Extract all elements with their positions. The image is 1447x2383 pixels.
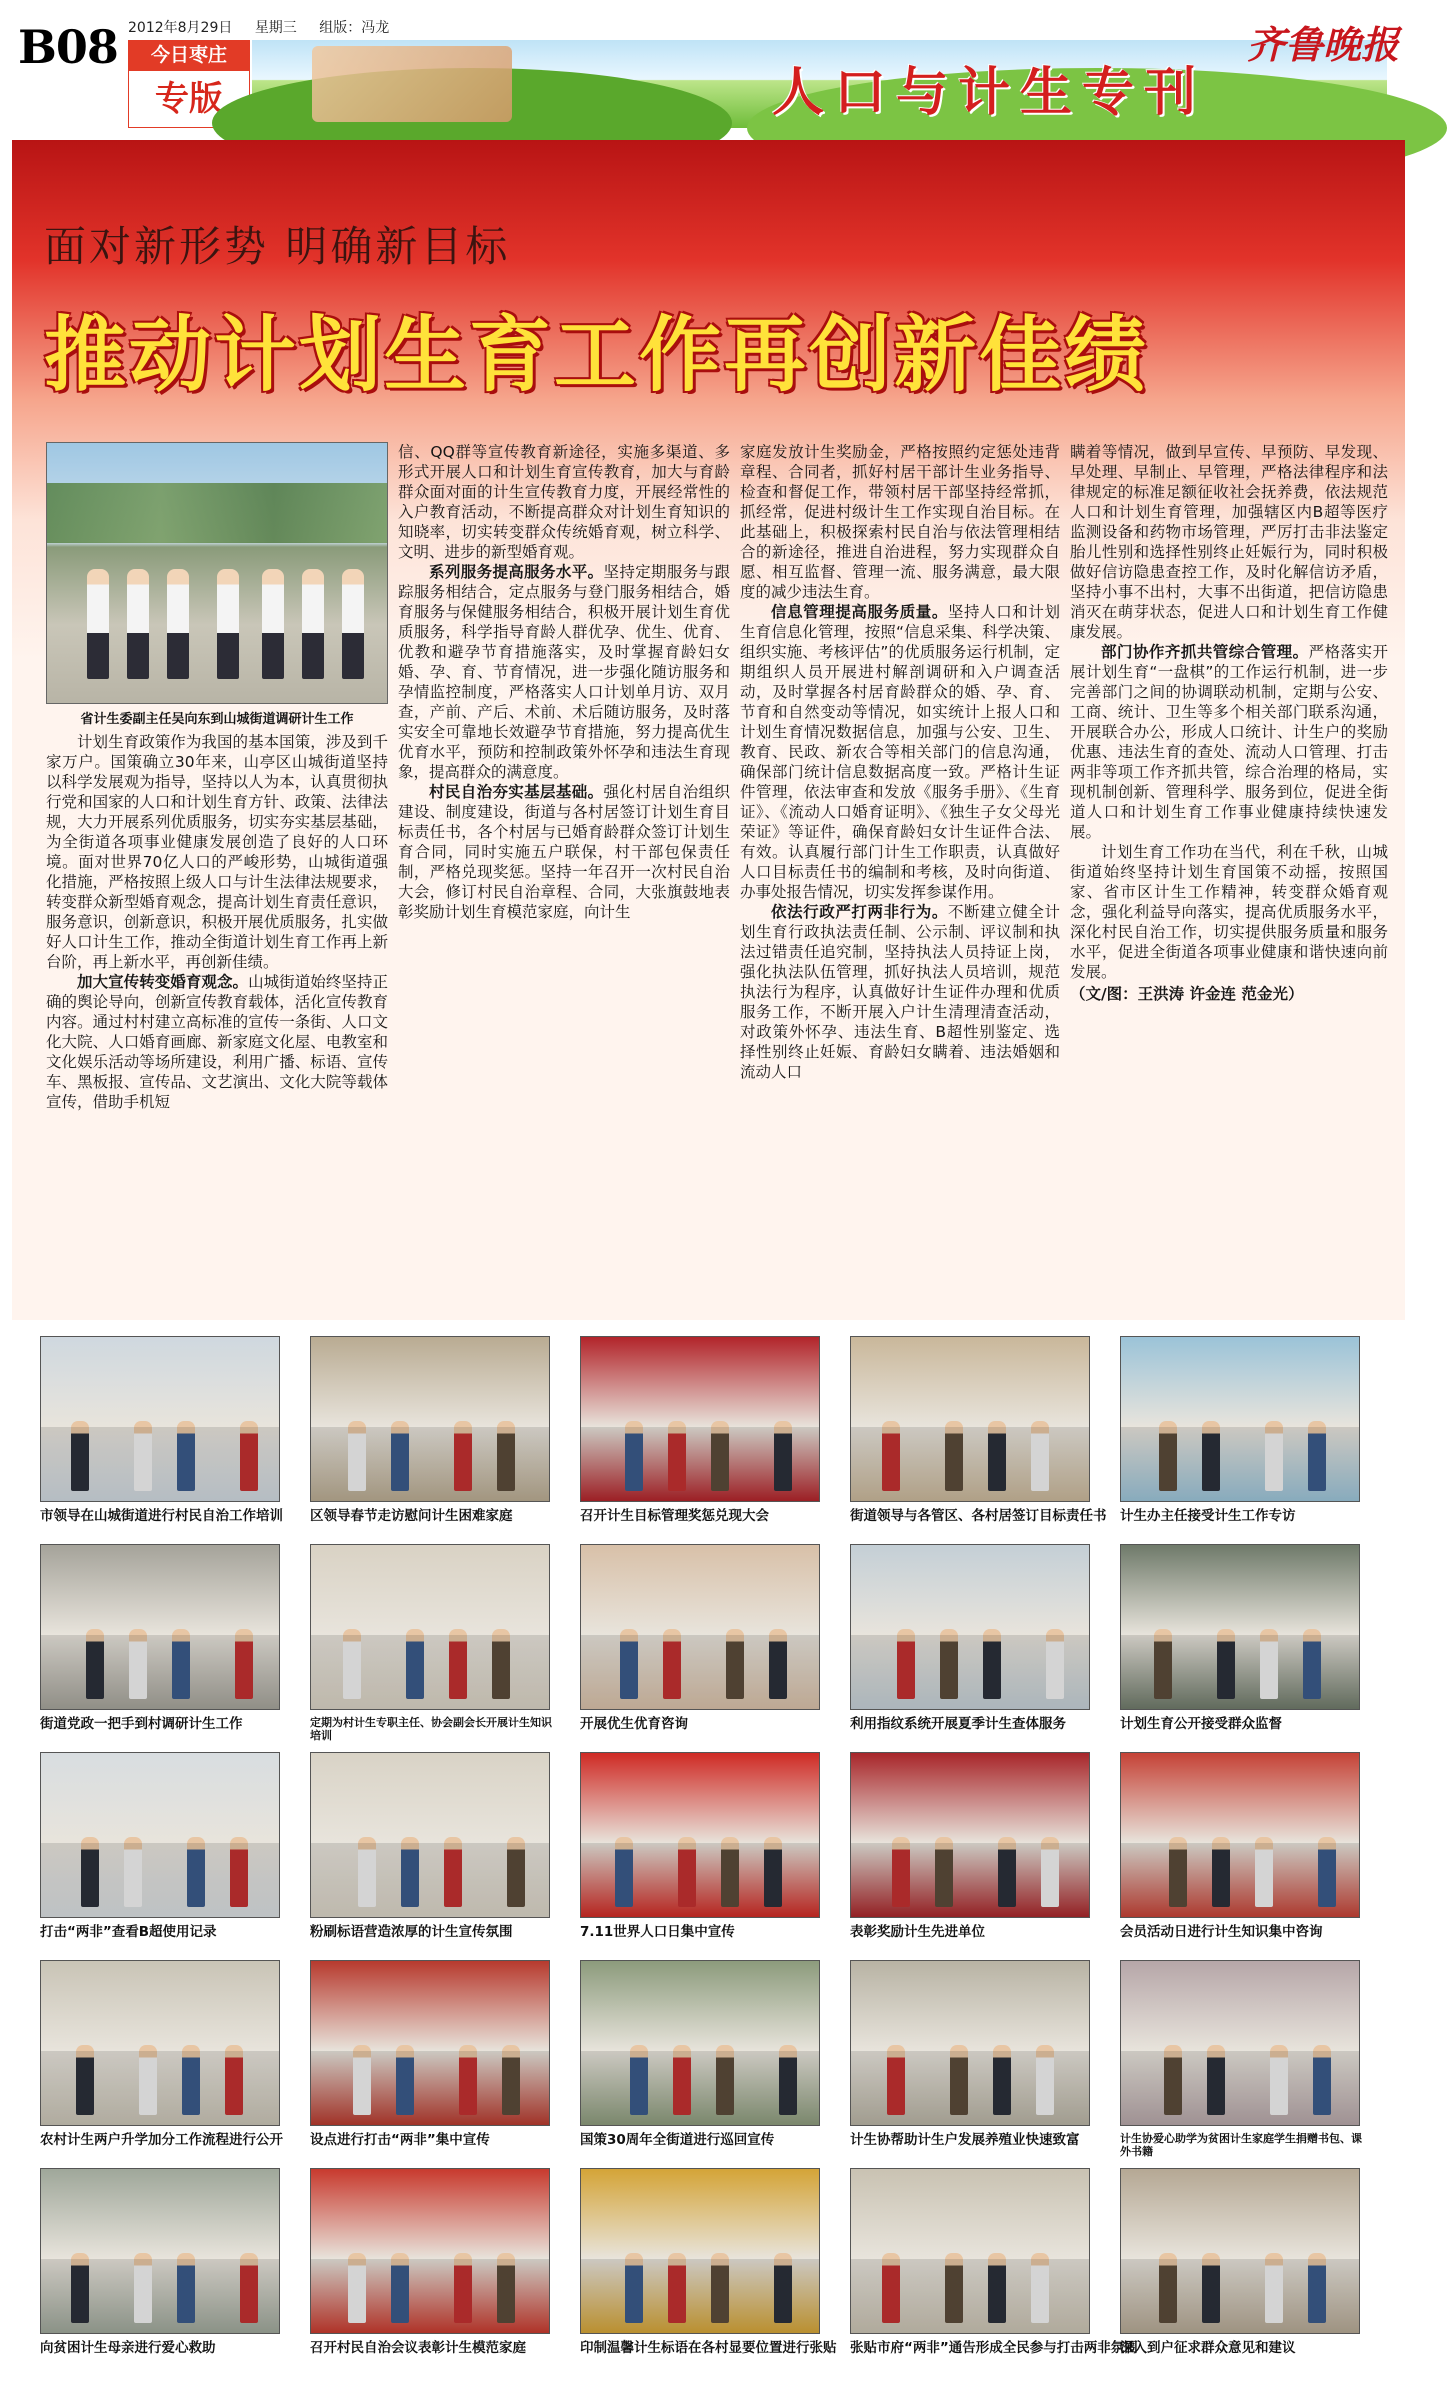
photo-person	[1217, 1629, 1235, 1699]
photo-person	[502, 2045, 520, 2115]
paragraph-lead: 系列服务提高服务水平。	[429, 563, 604, 581]
photo-caption: 深入到户征求群众意见和建议	[1120, 2340, 1296, 2356]
photo-image	[580, 1752, 820, 1918]
gallery-photo	[40, 1544, 290, 1732]
photo-person	[139, 2045, 157, 2115]
photo-person	[177, 2253, 195, 2323]
photo-person	[129, 1629, 147, 1699]
photo-person	[988, 2253, 1006, 2323]
photo-caption: 计生协帮助计生户发展养殖业快速致富	[850, 2132, 1080, 2148]
photo-person	[401, 1837, 419, 1907]
photo-person	[1202, 2253, 1220, 2323]
gallery-photo	[580, 1544, 830, 1732]
photo-person	[678, 1837, 696, 1907]
photo-person	[230, 1837, 248, 1907]
photo-person	[124, 1837, 142, 1907]
photo-person	[897, 1629, 915, 1699]
photo-person	[235, 1629, 253, 1699]
photo-person	[950, 2045, 968, 2115]
photo-image	[850, 1752, 1090, 1918]
lead-photo	[46, 442, 388, 704]
photo-person	[1169, 1837, 1187, 1907]
page-number: B08	[18, 20, 118, 74]
photo-person	[240, 1421, 258, 1491]
photo-person	[391, 2253, 409, 2323]
article-byline: （文/图：王洪涛 许金连 范金光）	[1070, 985, 1304, 1003]
section-name: 今日枣庄	[128, 40, 250, 70]
article-paragraph: 系列服务提高服务水平。坚持定期服务与跟踪服务相结合，定点服务与登门服务相结合，婚育服务与保健服务相结合，积极开展计划生育优质服务，科学指导育龄人群优孕、优生、优育、优教和避孕节育措施落实，及时掌握育龄妇女婚、孕、育、节育情况，进一步强化随访服务和孕情监控制度，严格落实人口计划单月访、双月查，产前、产后、术前、术后随访服务，及时落实安全可靠地长效避孕节育措施，努力提高优生优育水平，预防和控制政策外怀孕和违法生育现象，提高群众的满意度。	[398, 563, 730, 781]
photo-person	[945, 1421, 963, 1491]
article-paragraph: 计划生育工作功在当代，利在千秋，山城街道始终坚持计划生育国策不动摇，按照国家、省市区计生工作精神，转变群众婚育观念，强化利益导向落实，提高优质服务水平，深化村民自治工作，切实提供服务质量和服务水平，促进全街道各项事业健康和谐快速向前发展。 （文/图：王洪涛 许金连 范金光）	[1070, 843, 1388, 1003]
photo-person	[454, 2253, 472, 2323]
issue-weekday: 星期三	[254, 20, 297, 36]
gallery-photo	[40, 1752, 290, 1940]
photo-person	[497, 1421, 515, 1491]
gallery-photo	[580, 2168, 837, 2356]
gallery-photo	[850, 2168, 1138, 2356]
photo-person	[998, 1837, 1016, 1907]
article-column-3	[740, 442, 1060, 1292]
photo-person	[343, 1629, 361, 1699]
photo-image	[310, 1544, 550, 1710]
photo-person	[182, 2045, 200, 2115]
gallery-photo	[1120, 1544, 1370, 1732]
photo-caption: 会员活动日进行计生知识集中咨询	[1120, 1924, 1323, 1940]
gallery-photo	[1120, 1336, 1370, 1524]
photo-person	[172, 1629, 190, 1699]
gallery-photo	[310, 1336, 560, 1524]
photo-image	[310, 1336, 550, 1502]
photo-image	[580, 1336, 820, 1502]
photo-person	[87, 569, 109, 679]
gallery-photo	[580, 1336, 830, 1524]
photo-person	[86, 1629, 104, 1699]
photo-person	[391, 1421, 409, 1491]
paragraph-lead: 部门协作齐抓共管综合管理。	[1101, 643, 1309, 661]
photo-image	[40, 1960, 280, 2126]
photo-person	[711, 2253, 729, 2323]
photo-person	[993, 2045, 1011, 2115]
photo-caption: 打击“两非”查看B超使用记录	[40, 1924, 217, 1940]
photo-image	[850, 1544, 1090, 1710]
gallery-photo	[850, 1544, 1100, 1732]
photo-person	[769, 1629, 787, 1699]
gallery-photo	[1120, 2168, 1370, 2356]
photo-caption: 街道领导与各管区、各村居签订目标责任书	[850, 1508, 1107, 1524]
photo-person	[1031, 1421, 1049, 1491]
gallery-photo	[310, 1752, 560, 1940]
photo-person	[774, 1421, 792, 1491]
photo-person	[353, 2045, 371, 2115]
photo-caption: 区领导春节走访慰问计生困难家庭	[310, 1508, 513, 1524]
section-banner	[252, 40, 1387, 128]
photo-person	[262, 569, 284, 679]
photo-person	[945, 2253, 963, 2323]
photo-person	[348, 1421, 366, 1491]
photo-image	[1120, 1752, 1360, 1918]
photo-person	[940, 1629, 958, 1699]
photo-caption: 7.11世界人口日集中宣传	[580, 1924, 735, 1940]
banner-family-photo	[312, 46, 512, 122]
gallery-photo	[40, 2168, 290, 2356]
photo-person	[630, 2045, 648, 2115]
issue-editor: 组版：冯龙	[319, 20, 390, 36]
article-paragraph: 计划生育政策作为我国的基本国策，涉及到千家万户。国策确立30年来，山亭区山城街道坚持以科学发展观为指导，坚持以人为本，认真贯彻执行党和国家的人口和计划生育方针、政策、法律法规，大力开展系列优质服务，切实夯实基层基础，为全街道各项事业健康发展创造了良好的人口环境。面对世界70亿人口的严峻形势，山城街道强化措施，严格按照上级人口与计生法律法规要求，转变群众新型婚育观念，提高计划生育责任意识，服务意识，创新意识，积极开展优质服务，扎实做好人口计生工作，推动全街道计划生育工作再上新台阶，再上新水平，再创新佳绩。	[46, 733, 388, 971]
photo-person	[892, 1837, 910, 1907]
photo-person	[497, 2253, 515, 2323]
photo-person	[302, 569, 324, 679]
issue-date: 2012年8月29日	[128, 20, 233, 36]
photo-caption: 利用指纹系统开展夏季计生查体服务	[850, 1716, 1066, 1732]
photo-person	[454, 1421, 472, 1491]
photo-person	[673, 2045, 691, 2115]
photo-person	[71, 2253, 89, 2323]
gallery-photo	[580, 1960, 830, 2148]
photo-person	[1036, 2045, 1054, 2115]
photo-caption: 计生办主任接受计生工作专访	[1120, 1508, 1296, 1524]
article-column-2	[398, 442, 730, 1292]
newspaper-logo: 齐鲁晚报	[1246, 22, 1399, 67]
photo-person	[663, 1629, 681, 1699]
lead-photo-caption: 省计生委副主任吴向东到山城街道调研计生工作	[80, 712, 354, 727]
photo-person	[507, 1837, 525, 1907]
paragraph-lead: 依法行政严打两非行为。	[771, 903, 948, 921]
gallery-photo	[1120, 1752, 1370, 1940]
photo-person	[348, 2253, 366, 2323]
photo-person	[127, 569, 149, 679]
photo-person	[721, 1837, 739, 1907]
photo-person	[988, 1421, 1006, 1491]
gallery-photo	[850, 1752, 1100, 1940]
photo-person	[1154, 1629, 1172, 1699]
photo-person	[71, 1421, 89, 1491]
photo-person	[764, 1837, 782, 1907]
photo-person	[774, 2253, 792, 2323]
photo-caption: 街道党政一把手到村调研计生工作	[40, 1716, 243, 1732]
paragraph-lead: 村民自治夯实基层基础。	[429, 783, 604, 801]
gallery-photo	[40, 1336, 290, 1524]
photo-person	[177, 1421, 195, 1491]
paragraph-lead: 信息管理提高服务质量。	[771, 603, 948, 621]
photo-person	[406, 1629, 424, 1699]
photo-person	[1207, 2045, 1225, 2115]
article-column-1	[46, 732, 388, 1292]
gallery-photo	[1120, 1960, 1370, 2158]
gallery-photo	[310, 1960, 560, 2148]
photo-person	[779, 2045, 797, 2115]
photo-person	[716, 2045, 734, 2115]
photo-image	[580, 1960, 820, 2126]
gallery-photo	[850, 1336, 1107, 1524]
photo-image	[1120, 1336, 1360, 1502]
photo-person	[882, 1421, 900, 1491]
photo-person	[1308, 2253, 1326, 2323]
photo-person	[134, 1421, 152, 1491]
photo-person	[983, 1629, 1001, 1699]
photo-caption: 设点进行打击“两非”集中宣传	[310, 2132, 490, 2148]
photo-person	[492, 1629, 510, 1699]
photo-person	[1041, 1837, 1059, 1907]
photo-person	[167, 569, 189, 679]
photo-person	[1318, 1837, 1336, 1907]
article-paragraph-continued: 瞒着等情况，做到早宣传、早预防、早发现、早处理、早制止、早管理，严格法律程序和法律规定的标准足额征收社会抚养费，依法规范人口和计划生育管理，加强辖区内B超等医疗监测设备和药物市场管理，严厉打击非法鉴定胎儿性别和选择性别终止妊娠行为，同时积极做好信访隐患查控工作，及时化解信访矛盾，坚持小事不出村，大事不出街道，把信访隐患消灭在萌芽状态，促进人口和计划生育工作健康发展。	[1070, 443, 1388, 641]
photo-person	[358, 1837, 376, 1907]
photo-image	[580, 2168, 820, 2334]
photo-image	[40, 2168, 280, 2334]
photo-person	[342, 569, 364, 679]
gallery-photo	[580, 1752, 830, 1940]
photo-person	[615, 1837, 633, 1907]
photo-caption: 定期为村计生专职主任、协会副会长开展计生知识培训	[310, 1716, 552, 1742]
photo-person	[1255, 1837, 1273, 1907]
article-paragraph-continued: 信、QQ群等宣传教育新途径，实施多渠道、多形式开展人口和计划生育宣传教育，加大与育龄群众面对面的计生宣传教育力度，开展经常性的入户教育活动，不断提高群众对计划生育知识的知晓率，切实转变群众传统婚育观，树立科学、文明、进步的新型婚育观。	[398, 443, 730, 561]
photo-person	[240, 2253, 258, 2323]
masthead	[0, 0, 1417, 140]
photo-image	[850, 1960, 1090, 2126]
photo-person	[1202, 1421, 1220, 1491]
photo-image	[580, 1544, 820, 1710]
photo-caption: 开展优生优育咨询	[580, 1716, 688, 1732]
gallery-photo	[850, 1960, 1100, 2148]
photo-person	[668, 1421, 686, 1491]
paragraph-lead: 加大宣传转变婚育观念。	[77, 973, 249, 991]
photo-caption: 市领导在山城街道进行村民自治工作培训	[40, 1508, 283, 1524]
photo-person	[459, 2045, 477, 2115]
photo-caption: 召开村民自治会议表彰计生模范家庭	[310, 2340, 526, 2356]
photo-person	[726, 1629, 744, 1699]
photo-caption: 向贫困计生母亲进行爱心救助	[40, 2340, 216, 2356]
photo-trees	[47, 483, 387, 543]
photo-person	[1046, 1629, 1064, 1699]
photo-person	[1270, 2045, 1288, 2115]
photo-person	[620, 1629, 638, 1699]
gallery-photo	[310, 1544, 560, 1742]
photo-image	[310, 1752, 550, 1918]
photo-person	[396, 2045, 414, 2115]
section-type: 专版	[128, 70, 250, 128]
photo-image	[850, 2168, 1090, 2334]
photo-image	[1120, 1544, 1360, 1710]
photo-caption: 粉刷标语营造浓厚的计生宣传氛围	[310, 1924, 513, 1940]
article-paragraph: 信息管理提高服务质量。坚持人口和计划生育信息化管理，按照“信息采集、科学决策、组织实施、考核评估”的优质服务运行机制，定期组织人员开展进村解剖调研和入户调查活动，及时掌握各村居育龄群众的婚、孕、育、节育和自然变动等情况，如实统计上报人口和计划生育情况数据信息，加强与公安、卫生、教育、民政、新农合等相关部门的信息沟通，确保部门统计信息数据高度一致。严格计生证件管理，依法审查和发放《服务手册》、《生育证》、《流动人口婚育证明》、《独生子女父母光荣证》等证件，确保育龄妇女计生证件合法、有效。认真履行部门计生工作职责，认真做好人口目标责任书的编制和考核，及时向街道、办事处报告情况，切实发挥参谋作用。	[740, 603, 1060, 901]
article-subtitle: 面对新形势 明确新目标	[44, 222, 511, 271]
photo-person	[1260, 1629, 1278, 1699]
photo-image	[40, 1336, 280, 1502]
photo-person	[711, 1421, 729, 1491]
photo-caption: 计划生育公开接受群众监督	[1120, 1716, 1282, 1732]
article-paragraph: 加大宣传转变婚育观念。山城街道始终坚持正确的舆论导向，创新宣传教育载体，活化宣传教育内容。通过村村建立高标准的宣传一条街、人口文化大院、人口婚育画廊、新家庭文化屋、电教室和文化娱乐活动等场所建设，利用广播、标语、宣传车、黑板报、宣传品、文艺演出、文化大院等载体宣传，借助手机短	[46, 973, 388, 1111]
photo-person	[625, 2253, 643, 2323]
photo-image	[40, 1752, 280, 1918]
photo-image	[40, 1544, 280, 1710]
photo-image	[310, 2168, 550, 2334]
photo-caption: 召开计生目标管理奖惩兑现大会	[580, 1508, 769, 1524]
photo-person	[1303, 1629, 1321, 1699]
photo-person	[1031, 2253, 1049, 2323]
gallery-photo	[40, 1960, 290, 2148]
photo-caption: 农村计生两户升学加分工作流程进行公开	[40, 2132, 283, 2148]
photo-person	[81, 1837, 99, 1907]
photo-person	[217, 569, 239, 679]
article-paragraph: 依法行政严打两非行为。不断建立健全计划生育行政执法责任制、公示制、评议制和执法过错责任追究制，坚持执法人员持证上岗，强化执法队伍管理，抓好执法人员培训，规范执法行为程序，认真做好计生证件办理和优质服务工作，不断开展入户计生清理清查活动，对政策外怀孕、违法生育、B超性别鉴定、选择性别终止妊娠、育龄妇女瞒着、违法婚姻和流动人口	[740, 903, 1060, 1081]
photo-person	[1265, 2253, 1283, 2323]
photo-caption: 印制温馨计生标语在各村显要位置进行张贴	[580, 2340, 837, 2356]
photo-caption: 张贴市府“两非”通告形成全民参与打击两非氛围	[850, 2340, 1138, 2356]
article-paragraph: 村民自治夯实基层基础。强化村居自治组织建设、制度建设，街道与各村居签订计划生育目标责任书，各个村居与已婚育龄群众签订计划生育合同，同时实施五户联保，村干部包保责任制，严格兑现奖惩。坚持一年召开一次村民自治大会，修订村民自治章程、合同，大张旗鼓地表彰奖励计划生育模范家庭，向计生	[398, 783, 730, 921]
photo-person	[76, 2045, 94, 2115]
article-headline: 推动计划生育工作再创新佳绩	[44, 308, 1150, 403]
photo-caption: 表彰奖励计生先进单位	[850, 1924, 985, 1940]
banner-title: 人口与计生专刊	[772, 62, 1207, 123]
photo-person	[225, 2045, 243, 2115]
photo-person	[1159, 2253, 1177, 2323]
issue-meta	[128, 17, 407, 37]
photo-person	[668, 2253, 686, 2323]
photo-image	[1120, 2168, 1360, 2334]
photo-image	[1120, 1960, 1360, 2126]
photo-caption: 国策30周年全街道进行巡回宣传	[580, 2132, 775, 2148]
photo-person	[887, 2045, 905, 2115]
photo-caption: 计生协爱心助学为贫困计生家庭学生捐赠书包、课外书籍	[1120, 2132, 1362, 2158]
photo-person	[935, 1837, 953, 1907]
photo-person	[134, 2253, 152, 2323]
photo-person	[1159, 1421, 1177, 1491]
photo-image	[310, 1960, 550, 2126]
photo-person	[1265, 1421, 1283, 1491]
photo-person	[1308, 1421, 1326, 1491]
gallery-photo	[310, 2168, 560, 2356]
article-paragraph-continued: 家庭发放计生奖励金，严格按照约定惩处违背章程、合同者，抓好村居干部计生业务指导、检查和督促工作，带领村居干部坚持经常抓，抓经常，促进村级计生工作实现自治目标。在此基础上，积极探索村民自治与依法管理相结合的新途径，推进自治进程，努力实现群众自愿、相互监督、管理一流、服务满意，最大限度的减少违法生育。	[740, 443, 1060, 601]
article-column-4	[1070, 442, 1388, 1292]
photo-image	[850, 1336, 1090, 1502]
photo-person	[444, 1837, 462, 1907]
photo-person	[882, 2253, 900, 2323]
photo-person	[1313, 2045, 1331, 2115]
photo-person	[449, 1629, 467, 1699]
article-paragraph: 部门协作齐抓共管综合管理。严格落实开展计划生育“一盘棋”的工作运行机制，进一步完善部门之间的协调联动机制，定期与公安、工商、统计、卫生等多个相关部门联系沟通，开展联合办公，形成人口统计、计生户的奖励优惠、违法生育的查处、流动人口管理、打击两非等项工作齐抓共管，综合治理的格局，实现机制创新、管理科学、服务到位，促进全街道人口和计划生育工作事业健康持续快速发展。	[1070, 643, 1388, 841]
photo-person	[625, 1421, 643, 1491]
photo-person	[1212, 1837, 1230, 1907]
photo-person	[1164, 2045, 1182, 2115]
photo-person	[187, 1837, 205, 1907]
